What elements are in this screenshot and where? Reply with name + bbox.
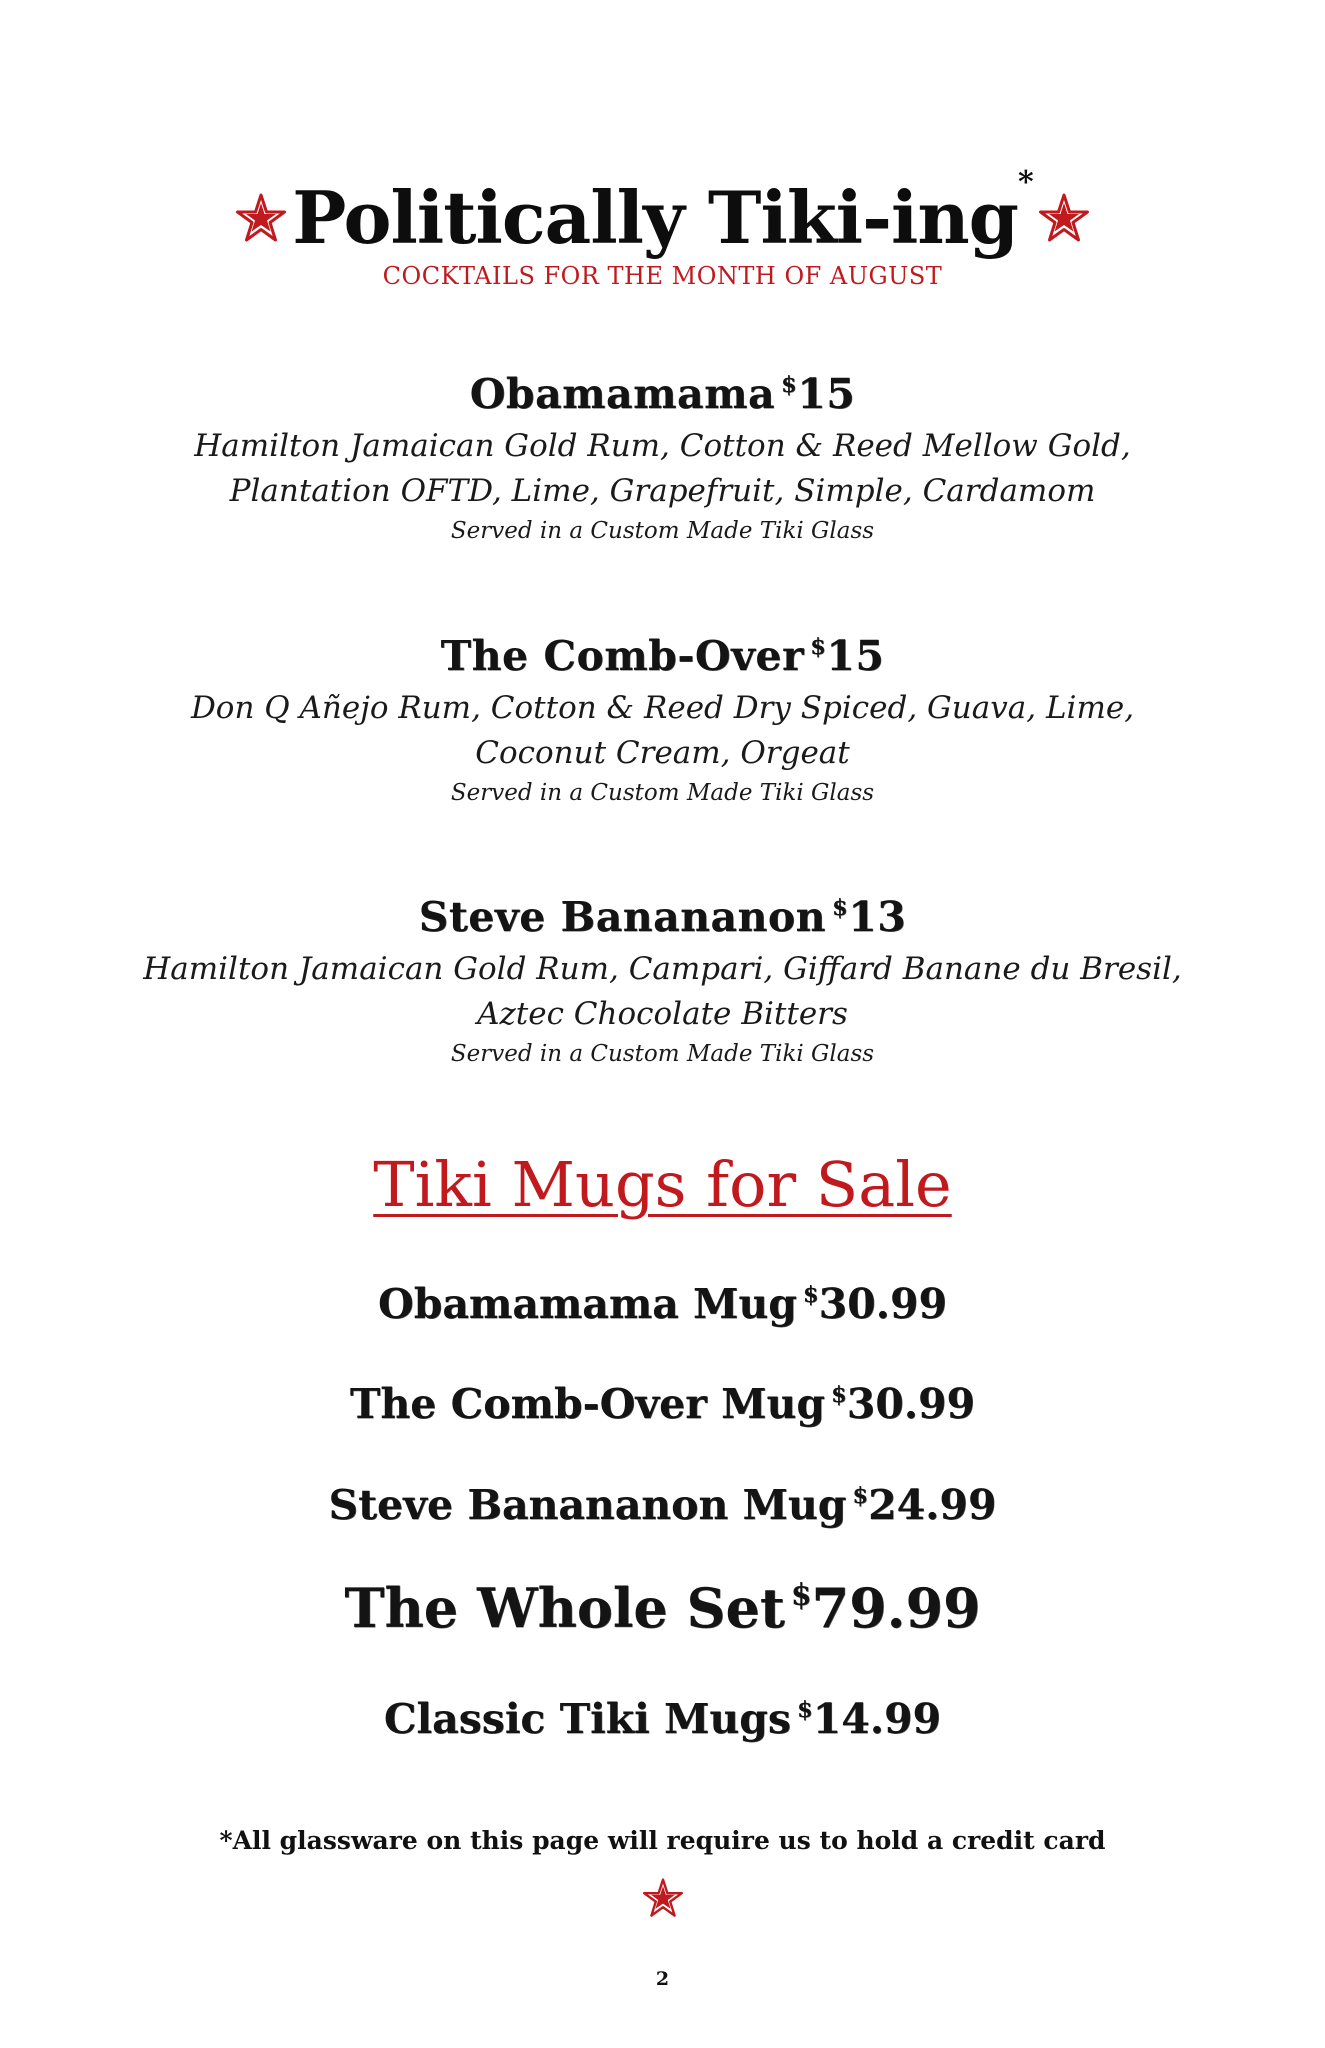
mug-price: 24.99 — [868, 1481, 997, 1529]
price-dollar-sign: $ — [810, 634, 827, 660]
price-dollar-sign: $ — [831, 895, 849, 921]
price-dollar-sign: $ — [831, 1382, 847, 1408]
mug-item — [0, 1380, 1325, 1428]
title-asterisk: * — [1018, 165, 1033, 200]
mug-name: Steve Banananon Mug — [328, 1481, 847, 1529]
mug-price: 30.99 — [818, 1280, 948, 1328]
mug-price: 30.99 — [846, 1380, 976, 1428]
page-title — [292, 165, 1033, 260]
page-subtitle: COCKTAILS FOR THE MONTH OF AUGUST — [382, 262, 943, 290]
footer-star — [0, 1878, 1325, 1923]
mug-price: 79.99 — [811, 1576, 981, 1640]
cocktail-price: 15 — [826, 632, 885, 680]
cocktail-name-text: Steve Banananon — [418, 893, 826, 941]
cocktail-ingredients-line: Coconut Cream, Orgeat — [475, 735, 850, 771]
mug-name: The Whole Set — [344, 1576, 785, 1640]
price-dollar-sign: $ — [802, 1282, 819, 1308]
mug-name: Classic Tiki Mugs — [383, 1695, 791, 1743]
cocktail-name — [0, 893, 1325, 941]
mug-name: The Comb-Over Mug — [349, 1380, 825, 1428]
price-dollar-sign: $ — [781, 372, 798, 398]
footnote: *All glassware on this page will require us to hold a credit card — [219, 1826, 1106, 1855]
price-dollar-sign: $ — [796, 1697, 813, 1723]
cocktail-name-text: Obamamama — [469, 370, 776, 418]
page-number: 2 — [655, 1968, 670, 1990]
cocktail-ingredients-line: Don Q Añejo Rum, Cotton & Reed Dry Spiced, Guava, Lime, — [190, 690, 1135, 726]
cocktail-served-note: Served in a Custom Made Tiki Glass — [450, 518, 875, 544]
mug-item — [0, 1280, 1325, 1328]
cocktail-name — [0, 632, 1325, 680]
page-title-text: Politically Tiki-ing — [292, 175, 1019, 260]
red-star-icon — [643, 1878, 683, 1918]
mug-price: 14.99 — [812, 1695, 942, 1743]
cocktail-price: 15 — [797, 370, 856, 418]
cocktail-ingredients-line: Plantation OFTD, Lime, Grapefruit, Simple, Cardamom — [229, 473, 1096, 509]
cocktail-name — [0, 370, 1325, 418]
red-star-icon — [1039, 193, 1089, 243]
cocktail-ingredients-line: Hamilton Jamaican Gold Rum, Cotton & Reed Mellow Gold, — [194, 428, 1131, 464]
title-row — [0, 165, 1325, 268]
cocktail-ingredients-line: Aztec Chocolate Bitters — [477, 996, 848, 1032]
section-heading: Tiki Mugs for Sale — [373, 1148, 952, 1221]
cocktail-ingredients-line: Hamilton Jamaican Gold Rum, Campari, Giffard Banane du Bresil, — [143, 951, 1182, 987]
price-dollar-sign: $ — [852, 1483, 869, 1509]
cocktail-served-note: Served in a Custom Made Tiki Glass — [450, 1041, 875, 1067]
price-dollar-sign: $ — [790, 1578, 812, 1613]
mug-name: Obamamama Mug — [377, 1280, 797, 1328]
mug-item — [0, 1481, 1325, 1529]
mug-item — [0, 1695, 1325, 1743]
cocktail-name-text: The Comb-Over — [440, 632, 805, 680]
red-star-icon — [236, 193, 286, 243]
cocktail-served-note: Served in a Custom Made Tiki Glass — [450, 780, 875, 806]
mug-item-featured — [0, 1576, 1325, 1640]
cocktail-price: 13 — [848, 893, 907, 941]
